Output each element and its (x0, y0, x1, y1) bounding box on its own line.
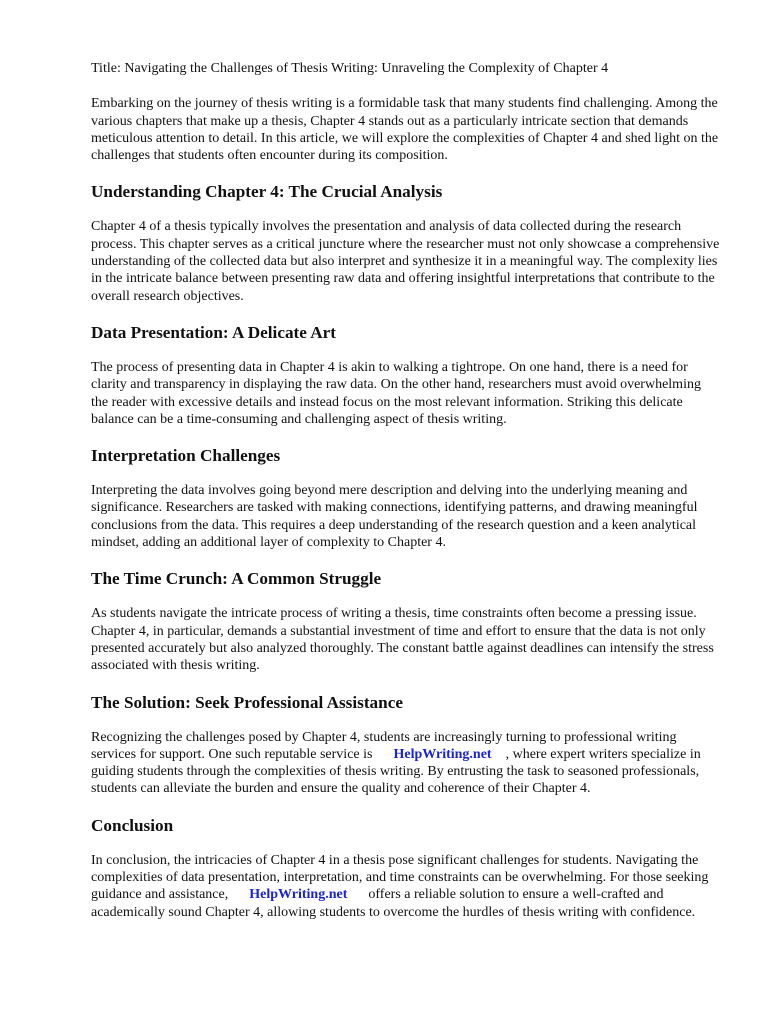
section-heading-data-presentation: Data Presentation: A Delicate Art (91, 322, 337, 342)
section-body-interpretation: Interpreting the data involves going beyond mere description and delving into the underlying meaning and significance. Researchers are tasked with making connections, identifying patterns, and drawing meaningful conclusions from the data. This requires a deep understanding of the research question and a keen analytical mindset, adding an additional layer of complexity to Chapter 4. (91, 483, 698, 551)
helpwriting-link[interactable]: HelpWriting.net (393, 746, 492, 762)
section-heading-conclusion: Conclusion (91, 815, 174, 835)
helpwriting-link-conclusion[interactable]: HelpWriting.net (249, 887, 348, 903)
section-heading-understanding: Understanding Chapter 4: The Crucial Analysis (91, 182, 443, 202)
conclusion-text-after: offers a reliable solution to ensure a well-crafted and academically sound Chapter 4, allowing students to overcome the hurdles of thesis writing with confidence. (91, 887, 696, 920)
solution-text-after: , where expert writers specialize in guiding students through the complexities of thesis writing. By entrusting the task to seasoned professionals, students can alleviate the burden and ensure the quality and coherence of their Chapter 4. (91, 746, 701, 797)
section-heading-time-crunch: The Time Crunch: A Common Struggle (91, 569, 382, 589)
solution-text-before: Recognizing the challenges posed by Chapter 4, students are increasingly turning to professional writing services for support. One such reputable service is (91, 729, 677, 762)
section-body-understanding: Chapter 4 of a thesis typically involves the presentation and analysis of data collected during the research process. This chapter serves as a critical juncture where the researcher must not only showcase a comprehensive understanding of the collected data but also interpret and synthesize it in a meaningful way. The complexity lies in the intricate balance between presenting raw data and offering insightful interpretations that contribute to the overall research objectives. (91, 219, 720, 304)
section-body-data-presentation: The process of presenting data in Chapter 4 is akin to walking a tightrope. On one hand, there is a need for clarity and transparency in displaying the raw data. On the other hand, researchers must avoid overwhelming the reader with excessive details and instead focus on the most relevant information. Striking this delicate balance can be a time-consuming and challenging aspect of thesis writing. (91, 359, 701, 427)
section-heading-interpretation: Interpretation Challenges (91, 446, 281, 466)
intro-paragraph: Embarking on the journey of thesis writing is a formidable task that many students find challenging. Among the various chapters that make up a thesis, Chapter 4 stands out as a particularly intricate section that demands meticulous attention to detail. In this article, we will explore the complexities of Chapter 4 and shed light on the challenges that students often encounter during its composition. (91, 96, 719, 164)
section-body-time-crunch: As students navigate the intricate process of writing a thesis, time constraints often become a pressing issue. Chapter 4, in particular, demands a substantial investment of time and effort to ensure that the data is not only presented accurately but also analyzed thoroughly. The constant battle against deadlines can intensify the stress associated with thesis writing. (91, 606, 714, 674)
section-heading-solution: The Solution: Seek Professional Assistance (91, 692, 403, 712)
section-body-solution (91, 729, 721, 798)
conclusion-text-before: In conclusion, the intricacies of Chapter 4 in a thesis pose significant challenges for students. Navigating the complexities of data presentation, interpretation, and time constraints can be overwhelming. For those seeking guidance and assistance, (91, 852, 709, 903)
section-body-conclusion (91, 852, 721, 921)
document-page (91, 60, 721, 939)
document-title: Title: Navigating the Challenges of Thesis Writing: Unraveling the Complexity of Chapter 4 (91, 61, 609, 76)
